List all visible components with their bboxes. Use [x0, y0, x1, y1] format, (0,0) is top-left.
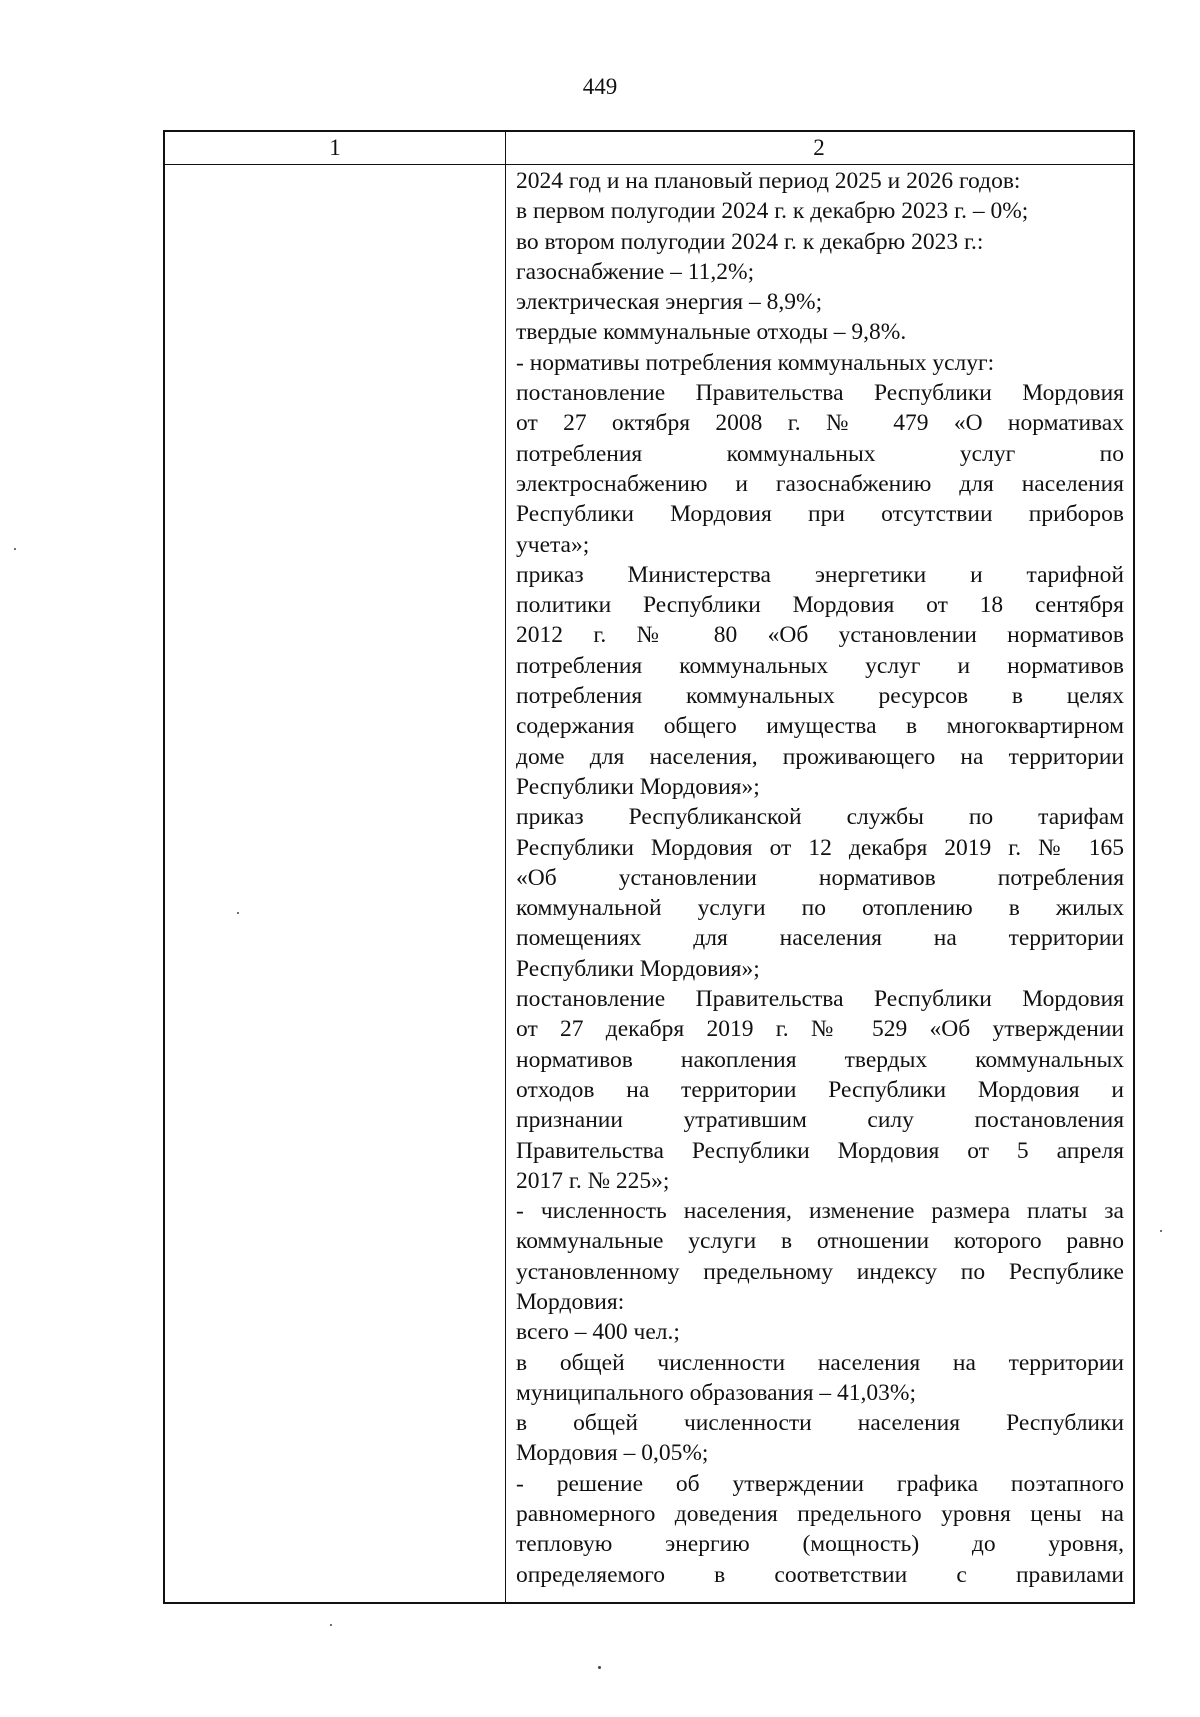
- text-line: 2024 год и на плановый период 2025 и 2026 годов:: [516, 168, 1021, 194]
- text-line: Правительства Республики Мордовия от 5 апреля: [516, 1137, 1124, 1164]
- header-cell-col1: 1: [329, 135, 341, 160]
- scan-speck: [237, 912, 239, 914]
- scan-speck: [1160, 1230, 1162, 1232]
- text-line: от 27 декабря 2019 г. № 529 «Об утверждении: [516, 1016, 1124, 1043]
- text-line: всего – 400 чел.;: [516, 1319, 680, 1346]
- text-line: во втором полугодии 2024 г. к декабрю 2023 г.:: [516, 228, 984, 255]
- page-number: 449: [582, 74, 618, 99]
- text-line: Республики Мордовия»;: [516, 955, 760, 982]
- text-line: потребления коммунальных услуг и нормативов: [516, 652, 1124, 679]
- text-line: коммунальной услуги по отоплению в жилых: [516, 895, 1124, 922]
- text-line: 2012 г. № 80 «Об установлении нормативов: [516, 622, 1124, 649]
- text-line: Республики Мордовия при отсутствии приборов: [516, 501, 1124, 528]
- text-line: - численность населения, изменение размера платы за: [516, 1198, 1124, 1225]
- text-line: муниципального образования – 41,03%;: [516, 1379, 917, 1406]
- text-line: газоснабжение – 11,2%;: [516, 258, 755, 285]
- text-line: постановление Правительства Республики Мордовия: [516, 986, 1124, 1013]
- text-line: Мордовия – 0,05%;: [516, 1440, 709, 1467]
- table-header-row: [165, 132, 1133, 165]
- text-line: от 27 октября 2008 г. № 479 «О нормативах: [516, 410, 1124, 437]
- column-divider: [505, 132, 506, 1602]
- text-line: потребления коммунальных ресурсов в целях: [516, 683, 1124, 710]
- text-line: - решение об утверждении графика поэтапного: [516, 1470, 1124, 1497]
- text-line: Республики Мордовия от 12 декабря 2019 г. № 165: [516, 834, 1124, 861]
- text-line: электрическая энергия – 8,9%;: [516, 289, 823, 316]
- scan-speck: [14, 548, 16, 550]
- text-line: учета»;: [516, 531, 590, 558]
- text-line: доме для населения, проживающего на территории: [516, 743, 1124, 770]
- text-line: тепловую энергию (мощность) до уровня,: [516, 1531, 1124, 1558]
- text-line: признании утратившим силу постановления: [516, 1107, 1124, 1134]
- text-line: в общей численности населения на территории: [516, 1349, 1124, 1376]
- text-line: - нормативы потребления коммунальных услуг:: [516, 349, 995, 376]
- text-line: 2017 г. № 225»;: [516, 1167, 670, 1194]
- text-line: отходов на территории Республики Мордовия и: [516, 1076, 1124, 1103]
- text-line: «Об установлении нормативов потребления: [516, 864, 1124, 891]
- text-line: помещениях для населения на территории: [516, 925, 1124, 952]
- header-cell-col2: 2: [813, 135, 825, 160]
- text-line: приказ Министерства энергетики и тарифной: [516, 561, 1124, 588]
- text-line: содержания общего имущества в многоквартирном: [516, 713, 1124, 740]
- text-line: Республики Мордовия»;: [516, 773, 760, 800]
- table-cell-col2-content: [516, 166, 1124, 1590]
- text-line: политики Республики Мордовия от 18 сентября: [516, 592, 1124, 619]
- text-line: твердые коммунальные отходы – 9,8%.: [516, 319, 907, 346]
- text-line: равномерного доведения предельного уровня цены на: [516, 1501, 1124, 1528]
- text-line: приказ Республиканской службы по тарифам: [516, 804, 1124, 831]
- text-line: электроснабжению и газоснабжению для населения: [516, 470, 1124, 497]
- text-line: нормативов накопления твердых коммунальных: [516, 1046, 1124, 1073]
- text-line: Мордовия:: [516, 1288, 625, 1315]
- scan-speck: [330, 1624, 332, 1626]
- text-line: постановление Правительства Республики Мордовия: [516, 380, 1124, 407]
- text-line: определяемого в соответствии с правилами: [516, 1561, 1124, 1588]
- scan-speck: [598, 1666, 601, 1669]
- text-line: потребления коммунальных услуг по: [516, 440, 1124, 467]
- text-line: установленному предельному индексу по Республике: [516, 1258, 1124, 1285]
- text-line: в общей численности населения Республики: [516, 1410, 1124, 1437]
- text-line: в первом полугодии 2024 г. к декабрю 2023 г. – 0%;: [516, 198, 1029, 225]
- document-table: [163, 130, 1135, 1604]
- text-line: коммунальные услуги в отношении которого равно: [516, 1228, 1124, 1255]
